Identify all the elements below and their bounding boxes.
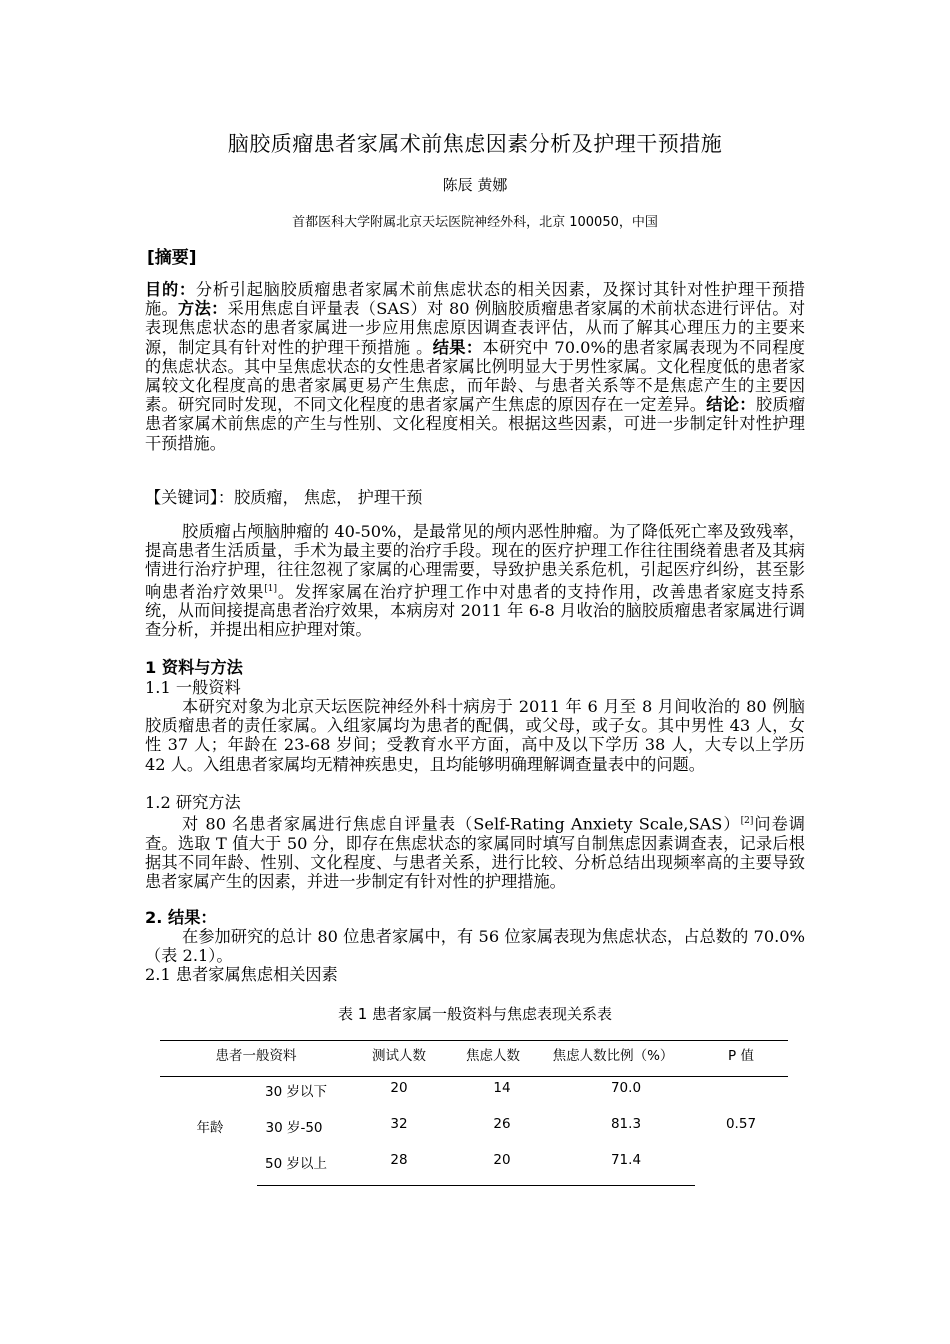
section-1-heading: 1 资料与方法 bbox=[145, 658, 243, 677]
table-row-label: 50 岁以上 bbox=[265, 1156, 327, 1172]
table-caption: 表 1 患者家属一般资料与焦虑表现关系表 bbox=[337, 1005, 613, 1023]
header-cell-tested: 测试人数 bbox=[372, 1048, 426, 1064]
authors: 陈辰 黄娜 bbox=[442, 176, 508, 194]
header-cell-anxious: 焦虑人数 bbox=[466, 1048, 520, 1064]
conclusion-label: 结论： bbox=[706, 395, 756, 415]
table-row-ratio: 81.3 bbox=[610, 1116, 642, 1132]
intro-text-a: 胶质瘤占颅脑肿瘤的 40-50%，是最常见的颅内恶性肿瘤。为了降低死亡率及致残率，提高患者生活质量，手术为最主要的治疗手段。现在的医疗护理工作往往围绕着患者及其病情进行治疗护理，往往忽视了家属的心理需要，导致护患关系危机，引起医疗纠纷，甚至影响患者治疗效果 bbox=[145, 522, 805, 601]
conclusion-text: 胶质瘤患者家属术前焦虑的产生与性别、文化程度相关。根据这些因素，可进一步制定针对性护理干预措施。 bbox=[145, 395, 806, 453]
section-1-1-body: 本研究对象为北京天坛医院神经外科十病房于 2011 年 6 月至 8 月间收治的 80 例脑胶质瘤患者的责任家属。入组家属均为患者的配偶，或父母，或子女。其中男性 43 人，女性 37 人；年龄在 23-68 岁间；受教育水平方面，高中及以下学历 38 人，大专以上学历 42 人。入组患者家属均无精神疾患史，且均能够明确理解调查量表中的问题。 bbox=[145, 697, 805, 774]
table-row-ratio: 70.0 bbox=[610, 1080, 642, 1096]
abstract-heading: [摘要] bbox=[147, 248, 197, 268]
section-1-2-heading: 1.2 研究方法 bbox=[145, 793, 241, 812]
result-label: 结果： bbox=[432, 337, 483, 357]
method-text-b: 问卷调查。选取 T 值大于 50 分，即存在焦虑状态的家属同时填写自制焦虑因素调查表，记录后根据其不同年龄、性别、文化程度、与患者关系，进行比较、分析总结出现频率高的主要导致患者家属产生的因素，并进一步制定有针对性的护理措施。 bbox=[145, 814, 805, 891]
method-label: 方法： bbox=[178, 299, 228, 319]
table-row-label: 30 岁-50 bbox=[265, 1120, 323, 1136]
table-row-label: 30 岁以下 bbox=[265, 1084, 327, 1100]
p-value-cell: 0.57 bbox=[725, 1116, 757, 1132]
intro-text-b: 。发挥家属在治疗护理工作中对患者的支持作用，改善患者家庭支持系统，从而间接提高患者治疗效果，本病房对 2011 年 6-8 月收治的脑胶质瘤患者家属进行调查分析，并提出相应护理对策。 bbox=[145, 582, 806, 640]
table-row-tested: 32 bbox=[390, 1116, 408, 1132]
keywords: 【关键词】：胶质瘤， 焦虑， 护理干预 bbox=[145, 488, 423, 507]
group-label-age: 年龄 bbox=[196, 1120, 224, 1136]
header-cell-p: P 值 bbox=[728, 1048, 754, 1064]
table-row-anxious: 20 bbox=[493, 1152, 511, 1168]
table-row-ratio: 71.4 bbox=[610, 1152, 642, 1168]
table-header-rule bbox=[160, 1076, 788, 1077]
section-1-1-heading: 1.1 一般资料 bbox=[145, 678, 241, 697]
header-cell-ratio: 焦虑人数比例（%） bbox=[552, 1048, 674, 1064]
table-top-rule bbox=[160, 1040, 788, 1041]
method-text-a: 对 80 名患者家属进行焦虑自评量表（Self-Rating Anxiety Scale,SAS） bbox=[182, 814, 741, 834]
aim-text: 分析引起脑胶质瘤患者家属术前焦虑状态的相关因素，及探讨其针对性护理干预措施。 bbox=[145, 280, 805, 319]
table-row-anxious: 26 bbox=[493, 1116, 511, 1132]
method-text: 采用焦虑自评量表（SAS）对 80 例脑胶质瘤患者家属的术前状态进行评估。对表现焦虑状态的患者家属进一步应用焦虑原因调查表评估，从而了解其心理压力的主要来源，制定具有针对性的护理干预措施 。 bbox=[145, 299, 806, 357]
section-2-body: 在参加研究的总计 80 位患者家属中，有 56 位家属表现为焦虑状态，占总数的 70.0%（表 2.1）。 bbox=[145, 927, 805, 966]
intro-ref: [1] bbox=[264, 583, 277, 594]
table-row-tested: 28 bbox=[390, 1152, 408, 1168]
affiliation: 首都医科大学附属北京天坛医院神经外科，北京 100050，中国 bbox=[292, 215, 658, 230]
table-bottom-rule bbox=[257, 1185, 695, 1186]
table-row-anxious: 14 bbox=[493, 1080, 511, 1096]
method-ref: [2] bbox=[740, 816, 754, 826]
table-row-tested: 20 bbox=[390, 1080, 408, 1096]
header-cell-info: 患者一般资料 bbox=[215, 1048, 297, 1064]
result-text: 本研究中 70.0%的患者家属表现为不同程度的焦虑状态。其中呈焦虑状态的女性患者家属比例明显大于男性家属。文化程度低的患者家属较文化程度高的患者家属更易产生焦虑，而年龄、与患者关系等不是焦虑产生的主要因素。研究同时发现，不同文化程度的患者家属产生焦虑的原因存在一定差异。 bbox=[145, 337, 805, 415]
section-2-1-heading: 2.1 患者家属焦虑相关因素 bbox=[145, 965, 338, 984]
paper-title: 脑胶质瘤患者家属术前焦虑因素分析及护理干预措施 bbox=[227, 132, 723, 156]
section-2-heading: 2. 结果： bbox=[145, 908, 217, 927]
aim-label: 目的： bbox=[145, 280, 196, 299]
